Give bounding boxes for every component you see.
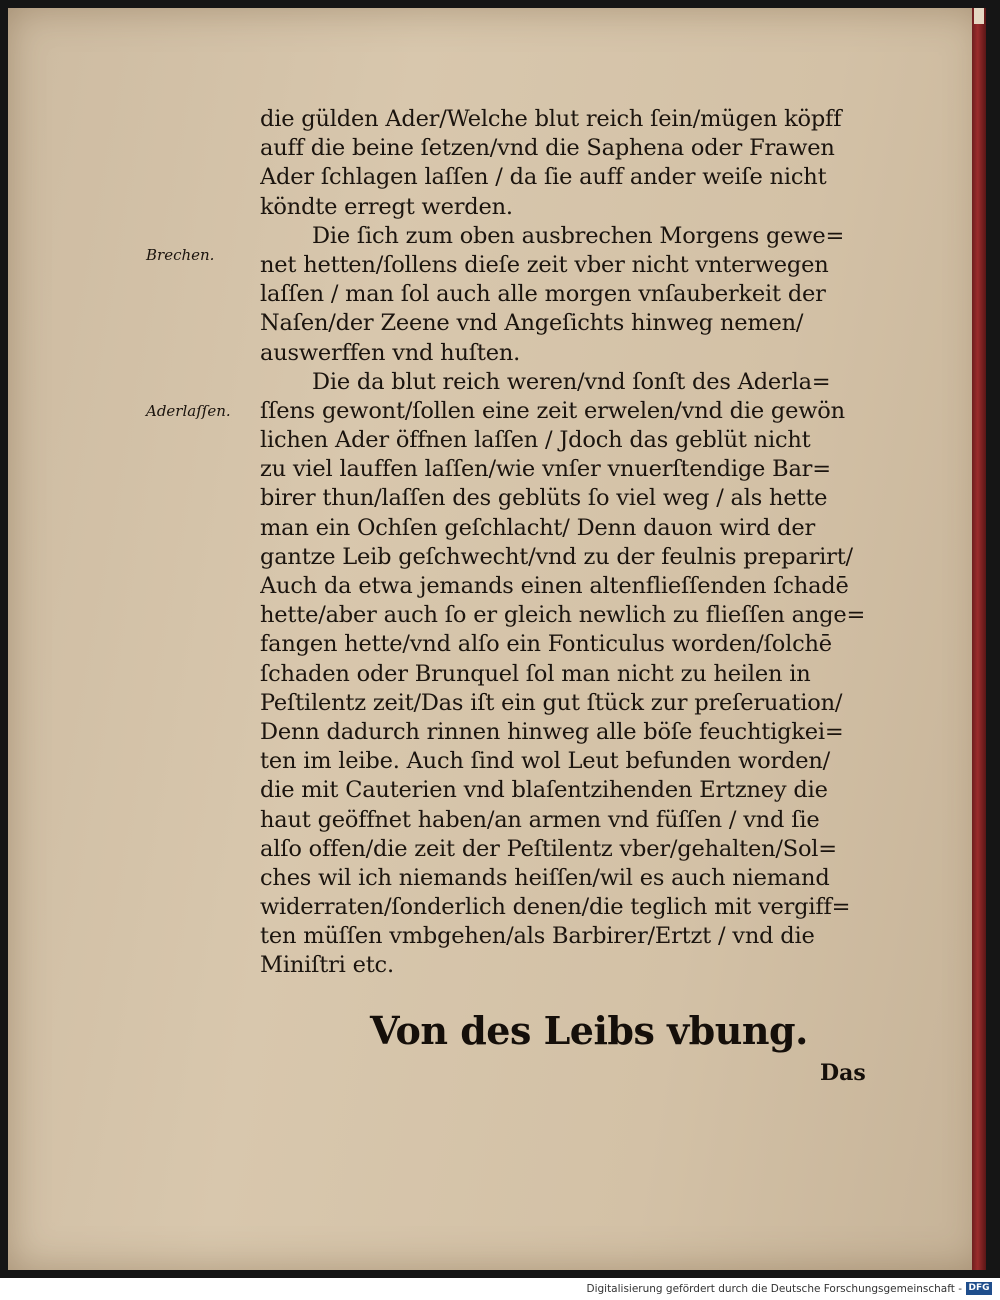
text-line: laſſen / man ſol auch alle morgen vnſauberkeit der [260, 281, 826, 308]
text-line: die mit Cauterien vnd blaſentzihenden Ertzney die [260, 777, 828, 804]
text-line: lichen Ader öffnen laſſen / Jdoch das geblüt nicht [260, 427, 811, 454]
text-line: Denn dadurch rinnen hinweg alle böſe feuchtigkei= [260, 718, 844, 745]
corner-mark [974, 8, 984, 24]
text-line: ches wil ich niemands heiſſen/wil es auch niemand [260, 864, 830, 891]
text-line: Miniſtri etc. [260, 952, 394, 979]
text-line: ten müſſen vmbgehen/als Barbirer/Ertzt / vnd die [260, 923, 815, 950]
text-line: ſchaden oder Brunquel ſol man nicht zu heilen in [260, 660, 811, 687]
text-line: Ader ſchlagen laſſen / da ſie auff ander weiſe nicht [260, 164, 827, 191]
page-edge [972, 8, 986, 1270]
text-line: man ein Ochſen geſchlacht/ Denn dauon wird der [260, 514, 816, 541]
text-line: auswerffen vnd huſten. [260, 339, 521, 366]
text-line: birer thun/laſſen des geblüts ſo viel weg / als hette [260, 485, 828, 512]
text-line: Die ſich zum oben ausbrechen Morgens gewe= [312, 222, 845, 249]
text-line: widerraten/ſonderlich denen/die teglich mit vergiff= [260, 894, 851, 921]
text-line: köndte erregt werden. [260, 193, 513, 220]
body-text [260, 105, 886, 981]
text-line: gantze Leib geſchwecht/vnd zu der feulnis preparirt/ [260, 543, 853, 570]
margin-note-brechen: Brechen. [146, 246, 215, 264]
section-heading: Von des Leibs vbung. [370, 1008, 808, 1053]
text-line: net hetten/ſollens dieſe zeit vber nicht vnterwegen [260, 251, 829, 278]
text-line: auff die beine ſetzen/vnd die Saphena oder Frawen [260, 135, 835, 162]
footer-bar [0, 1278, 1000, 1300]
text-line: ten im leibe. Auch ſind wol Leut befunden worden/ [260, 748, 831, 775]
text-line: alſo offen/die zeit der Peſtilentz vber/gehalten/Sol= [260, 835, 837, 862]
text-line: fangen hette/vnd alſo ein Fonticulus worden/ſolchē [260, 631, 832, 658]
text-line: haut geöffnet haben/an armen vnd füſſen / vnd ſie [260, 806, 820, 833]
text-line: Auch da etwa jemands einen altenflieſſenden ſchadē [260, 573, 849, 599]
text-line: die gülden Ader/Welche blut reich ſein/mügen köpff [260, 106, 842, 132]
text-line: Die da blut reich weren/vnd ſonſt des Aderla= [312, 368, 831, 395]
catchword: Das [820, 1060, 866, 1086]
text-line: Peſtilentz zeit/Das iſt ein gut ſtück zur preſeruation/ [260, 689, 843, 716]
text-line: ſſens gewont/ſollen eine zeit erwelen/vnd die gewön [260, 397, 845, 424]
text-line: hette/aber auch ſo er gleich newlich zu flieſſen ange= [260, 602, 866, 629]
text-line: Naſen/der Zeene vnd Angeſichts hinweg nemen/ [260, 310, 804, 337]
dfg-logo-icon: DFG [966, 1282, 992, 1295]
footer-credit: Digitalisierung gefördert durch die Deutsche Forschungsgemeinschaft - [586, 1283, 962, 1295]
text-line: zu viel lauffen laſſen/wie vnſer vnuerſtendige Bar= [260, 456, 831, 483]
margin-note-aderlassen: Aderlaſſen. [146, 402, 231, 420]
